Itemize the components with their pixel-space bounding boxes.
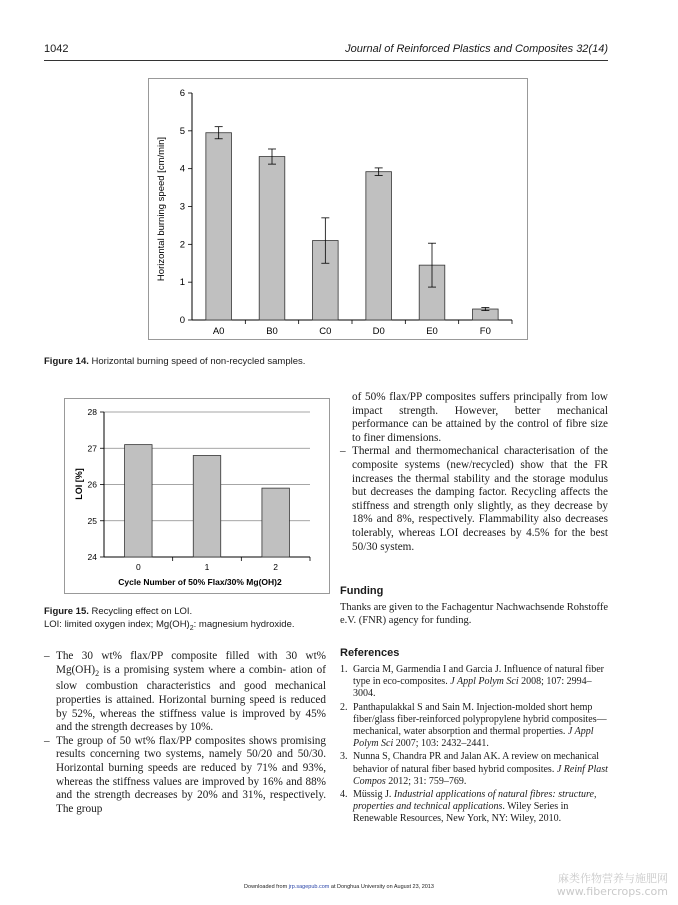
x-tick-label: C0 [319,326,332,337]
x-tick-label: D0 [372,326,385,337]
figure-14-chart [148,78,528,340]
figure-15-caption-text: Recycling effect on LOI. [91,606,193,617]
list-item: – Thermal and thermomechanical characterisation of the composite systems (new/recycled) show that the FR increases the thermal stability and the storage modulus but decreases the damping factor. Recycling affects the stiffness and strength only slightly, as they decrease by 18% and 8%, respectively. Flammability also decreases tolerably, whereas LOI decreases by 4.5% for the best 50/30 system. [340,445,608,553]
y-tick-label: 0 [179,315,185,326]
x-tick-label: B0 [266,326,278,337]
figure-15-caption-note: LOI: limited oxygen index; $Mg(OH)_2$: magnesium hydroxide. [44,619,295,632]
figure-14-caption-text: Horizontal burning speed of non-recycled samples. [91,356,306,367]
y-axis-title: Horizontal burning speed [cm/min] [156,136,167,282]
y-tick-label: 2 [179,239,185,251]
right-column [340,391,608,554]
list-item: – The group of 50 wt% flax/PP composites shows promising results concerning two systems, namely 50/20 and 50/30. Horizontal burning speeds are reduced by 71% and 93%, whereas the stiffness values are improved by 16% and 88% and the strength decreases by 20% and 31%, respectively. The group [44,734,326,815]
x-tick-label: 1 [204,562,210,572]
y-tick-label: 27 [87,443,97,454]
x-tick-label: 0 [135,562,141,572]
funding-text: Thanks are given to the Fachagentur Nachwachsende Rohstoffe e.V. (FNR) agency for funding. [340,602,608,626]
x-tick-label: 2 [273,562,279,572]
reference-list [340,664,608,827]
bar [193,456,220,558]
x-tick-label: E0 [426,326,438,337]
reference-item: 2. Panthapulakkal S and Sain M. Injection-molded short hemp fiber/glass fiber-reinforced polypropylene hybrid composites—mechanical, water absorption and thermal properties. J Appl Polym Sci 2007; 103: 2432–2441. [340,701,607,750]
reference-item: 4. Müssig J. Industrial applications of natural fibres: structure, properties and technical applications. Wiley Series in Renewable Resources, New York, NY: Wiley, 2010. [340,789,597,825]
header-rule [44,60,608,61]
left-column [44,650,326,816]
y-tick-label: 3 [179,201,185,213]
y-tick-label: 4 [179,163,185,175]
x-tick-label: A0 [212,326,225,337]
figure-15-chart [64,398,330,594]
list-item-continuation: of 50% flax/PP composites suffers principally from low impact strength. However, better mechanical performance can be attained by the control of fibre size to finer dimensions. [352,391,608,444]
y-tick-label: 24 [87,552,97,562]
download-footer: Downloaded from jrp.sagepub.com at Donghua University on August 23, 2013 [244,884,434,890]
y-tick-label: 5 [179,125,185,137]
bar [125,445,152,557]
references-heading: References [340,647,400,659]
figure-14-label: Figure 14. [44,356,89,367]
bar [366,172,392,320]
x-axis-title: Cycle Number of 50% Flax/30% Mg(OH)2 [118,577,282,587]
bar [262,488,289,557]
reference-item: 3. Nunna S, Chandra PR and Jalan AK. A review on mechanical behavior of natural fiber based hybrid composites. J Reinf Plast Compos 2012; 31: 759–769. [340,751,608,787]
page-number: 1042 [44,43,69,55]
y-tick-label: 1 [179,277,185,289]
funding-heading: Funding [340,585,384,597]
reference-item: 1. Garcia M, Garmendia I and Garcia J. Influence of natural fiber type in eco-composites. J Appl Polym Sci 2008; 107: 2994–3004. [340,664,604,700]
list-item: – The 30 wt% flax/PP composite filled with 30 wt% $Mg(OH)_2$ is a promising system where a combin- ation of slow combustion characteristics and good mechanical properties is attained. Horizontal burning speed is reduced by 52%, whereas the stiffness value is improved by 45% and the strength decreases by 10%. [44,650,326,734]
bar [206,133,232,320]
y-tick-label: 25 [87,515,97,526]
y-axis-title: LOI [%] [74,468,84,500]
journal-title: Journal of Reinforced Plastics and Composites 32(14) [345,43,608,55]
x-tick-label: F0 [479,326,491,337]
source-link[interactable]: jrp.sagepub.com [288,884,330,890]
figure-14-caption [44,356,305,367]
figure-15-caption [44,605,295,635]
figure-15-label: Figure 15. [44,606,89,617]
watermark: 麻类作物营养与施肥网 www.fibercrops.com [556,872,668,898]
bar [259,157,285,320]
y-tick-label: 26 [87,479,97,490]
y-tick-label: 28 [87,407,97,417]
y-tick-label: 6 [179,88,185,99]
